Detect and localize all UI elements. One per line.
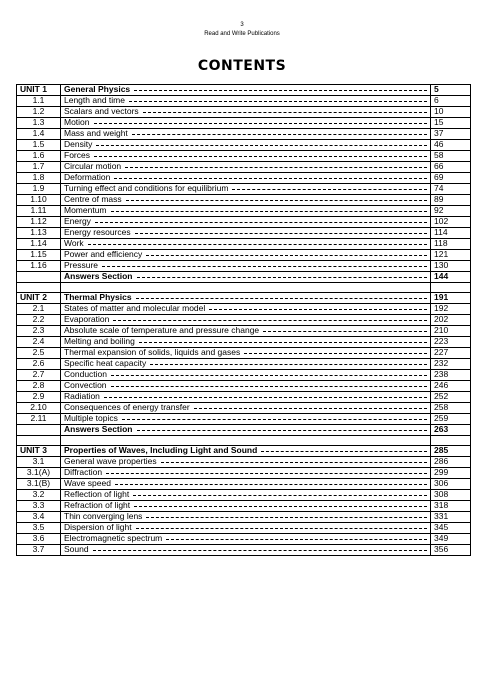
chapter-title-text: Consequences of energy transfer (64, 402, 190, 413)
chapter-number: 1.8 (17, 173, 61, 184)
publisher-line: Read and Write Publications (204, 31, 280, 37)
dash-leader (133, 495, 427, 496)
answers-row (17, 272, 471, 283)
dash-leader (111, 386, 427, 387)
chapter-title (61, 403, 431, 414)
chapter-title (61, 370, 431, 381)
chapter-title-text: Motion (64, 117, 90, 128)
chapter-title-text: Refraction of light (64, 500, 131, 511)
chapter-page: 345 (431, 523, 471, 534)
chapter-page: 356 (431, 545, 471, 556)
chapter-number: 1.7 (17, 162, 61, 173)
chapter-title (61, 304, 431, 315)
chapter-page: 46 (431, 140, 471, 151)
dash-leader (111, 211, 427, 212)
chapter-row (17, 195, 471, 206)
unit-page: 285 (431, 446, 471, 457)
chapter-number: 1.2 (17, 107, 61, 118)
chapter-page: 74 (431, 184, 471, 195)
dash-leader (95, 222, 427, 223)
chapter-page: 121 (431, 250, 471, 261)
chapter-number: 1.9 (17, 184, 61, 195)
chapter-title-text: Wave speed (64, 478, 111, 489)
chapter-title (61, 348, 431, 359)
answers-page: 144 (431, 272, 471, 283)
chapter-title-text: Reflection of light (64, 489, 130, 500)
chapter-title (61, 151, 431, 162)
chapter-title-text: Density (64, 139, 93, 150)
dash-leader (232, 189, 427, 190)
chapter-title-text: Energy resources (64, 227, 131, 238)
chapter-row (17, 490, 471, 501)
unit-row (17, 293, 471, 304)
chapter-title (61, 96, 431, 107)
chapter-title (61, 523, 431, 534)
chapter-number: 3.2 (17, 490, 61, 501)
dash-leader (136, 528, 427, 529)
chapter-title-text: Conduction (64, 369, 108, 380)
dash-leader (244, 353, 427, 354)
chapter-title (61, 184, 431, 195)
chapter-page: 130 (431, 261, 471, 272)
chapter-page: 238 (431, 370, 471, 381)
chapter-title (61, 512, 431, 523)
chapter-page: 69 (431, 173, 471, 184)
chapter-title (61, 490, 431, 501)
unit-number: UNIT 1 (17, 85, 61, 96)
chapter-title-text: Radiation (64, 391, 100, 402)
dash-leader (134, 506, 427, 507)
chapter-title-text: Forces (64, 150, 90, 161)
chapter-title-text: Deformation (64, 172, 111, 183)
unit-number: UNIT 2 (17, 293, 61, 304)
chapter-row (17, 206, 471, 217)
dash-leader (137, 277, 428, 278)
chapter-number: 1.4 (17, 129, 61, 140)
chapter-title-text: Absolute scale of temperature and pressure change (64, 325, 260, 336)
chapter-title (61, 261, 431, 272)
chapter-row (17, 217, 471, 228)
dash-leader (263, 331, 427, 332)
answers-title-text: Answers Section (64, 424, 133, 435)
chapter-row (17, 151, 471, 162)
chapter-title (61, 239, 431, 250)
dash-leader (143, 112, 427, 113)
chapter-row (17, 250, 471, 261)
chapter-number: 2.10 (17, 403, 61, 414)
contents-title: CONTENTS (197, 58, 287, 74)
chapter-number: 1.10 (17, 195, 61, 206)
chapter-number: 2.8 (17, 381, 61, 392)
chapter-title-text: Scalars and vectors (64, 106, 139, 117)
chapter-page: 308 (431, 490, 471, 501)
chapter-row (17, 96, 471, 107)
chapter-page: 6 (431, 96, 471, 107)
unit-title (61, 85, 431, 96)
chapter-page: 286 (431, 457, 471, 468)
contents-table (16, 84, 471, 556)
dash-leader (115, 484, 427, 485)
chapter-number: 3.5 (17, 523, 61, 534)
dash-leader (132, 134, 427, 135)
dash-leader (88, 244, 427, 245)
blank-cell (17, 283, 61, 293)
chapter-row (17, 468, 471, 479)
dash-leader (136, 298, 427, 299)
chapter-row (17, 370, 471, 381)
chapter-page: 232 (431, 359, 471, 370)
chapter-page: 227 (431, 348, 471, 359)
chapter-row (17, 261, 471, 272)
dash-leader (129, 101, 427, 102)
chapter-row (17, 359, 471, 370)
chapter-title-text: Momentum (64, 205, 107, 216)
chapter-number: 3.6 (17, 534, 61, 545)
dash-leader (150, 364, 427, 365)
unit-page: 191 (431, 293, 471, 304)
blank-cell (431, 436, 471, 446)
chapter-row (17, 403, 471, 414)
chapter-title (61, 381, 431, 392)
chapter-number: 1.1 (17, 96, 61, 107)
chapter-number: 1.12 (17, 217, 61, 228)
dash-leader (194, 408, 427, 409)
chapter-number: 3.1 (17, 457, 61, 468)
chapter-page: 114 (431, 228, 471, 239)
chapter-title-text: Specific heat capacity (64, 358, 147, 369)
unit-page: 5 (431, 85, 471, 96)
dash-leader (104, 397, 427, 398)
chapter-number: 2.6 (17, 359, 61, 370)
chapter-number: 2.2 (17, 315, 61, 326)
chapter-title-text: Energy (64, 216, 91, 227)
dash-leader (209, 309, 427, 310)
dash-leader (161, 462, 427, 463)
chapter-title-text: Convection (64, 380, 107, 391)
dash-leader (135, 233, 427, 234)
chapter-page: 306 (431, 479, 471, 490)
chapter-number: 2.9 (17, 392, 61, 403)
chapter-number: 2.7 (17, 370, 61, 381)
blank-row (17, 436, 471, 446)
chapter-title (61, 479, 431, 490)
dash-leader (126, 200, 427, 201)
chapter-title (61, 129, 431, 140)
dash-leader (106, 473, 427, 474)
chapter-page: 202 (431, 315, 471, 326)
chapter-page: 252 (431, 392, 471, 403)
chapter-row (17, 140, 471, 151)
chapter-title (61, 545, 431, 556)
chapter-title-text: Electromagnetic spectrum (64, 533, 163, 544)
chapter-page: 259 (431, 414, 471, 425)
chapter-title-text: Diffraction (64, 467, 103, 478)
dash-leader (134, 90, 427, 91)
chapter-page: 92 (431, 206, 471, 217)
chapter-title-text: States of matter and molecular model (64, 303, 206, 314)
chapter-number: 2.11 (17, 414, 61, 425)
chapter-row (17, 107, 471, 118)
answers-row (17, 425, 471, 436)
chapter-title (61, 118, 431, 129)
answers-number (17, 272, 61, 283)
dash-leader (102, 266, 427, 267)
unit-title (61, 293, 431, 304)
chapter-title-text: Turning effect and conditions for equilibrium (64, 183, 229, 194)
blank-cell (431, 283, 471, 293)
chapter-number: 3.3 (17, 501, 61, 512)
chapter-title (61, 107, 431, 118)
answers-title (61, 272, 431, 283)
chapter-page: 258 (431, 403, 471, 414)
chapter-row (17, 173, 471, 184)
chapter-title-text: Work (64, 238, 84, 249)
unit-title-text: Properties of Waves, Including Light and Sound (64, 445, 258, 456)
chapter-page: 10 (431, 107, 471, 118)
answers-title (61, 425, 431, 436)
chapter-page: 246 (431, 381, 471, 392)
chapter-number: 2.1 (17, 304, 61, 315)
unit-row (17, 85, 471, 96)
chapter-row (17, 348, 471, 359)
chapter-row (17, 326, 471, 337)
chapter-title (61, 501, 431, 512)
chapter-row (17, 228, 471, 239)
dash-leader (113, 320, 427, 321)
chapter-title (61, 162, 431, 173)
chapter-title-text: Centre of mass (64, 194, 122, 205)
chapter-title (61, 392, 431, 403)
chapter-number: 1.14 (17, 239, 61, 250)
chapter-number: 1.11 (17, 206, 61, 217)
unit-row (17, 446, 471, 457)
dash-leader (111, 375, 427, 376)
dash-leader (125, 167, 427, 168)
chapter-page: 349 (431, 534, 471, 545)
chapter-title-text: Melting and boiling (64, 336, 135, 347)
unit-title (61, 446, 431, 457)
dash-leader (114, 178, 427, 179)
chapter-number: 1.13 (17, 228, 61, 239)
chapter-row (17, 414, 471, 425)
chapter-title (61, 173, 431, 184)
chapter-number: 2.5 (17, 348, 61, 359)
chapter-page: 37 (431, 129, 471, 140)
dash-leader (96, 145, 427, 146)
chapter-number: 3.4 (17, 512, 61, 523)
chapter-row (17, 512, 471, 523)
dash-leader (122, 419, 427, 420)
chapter-number: 1.15 (17, 250, 61, 261)
chapter-title-text: Dispersion of light (64, 522, 132, 533)
chapter-title-text: General wave properties (64, 456, 157, 467)
dash-leader (166, 539, 427, 540)
chapter-page: 58 (431, 151, 471, 162)
chapter-page: 66 (431, 162, 471, 173)
chapter-title (61, 315, 431, 326)
chapter-row (17, 118, 471, 129)
chapter-title (61, 195, 431, 206)
dash-leader (146, 517, 427, 518)
chapter-page: 331 (431, 512, 471, 523)
chapter-title-text: Thermal expansion of solids, liquids and gases (64, 347, 241, 358)
dash-leader (139, 342, 427, 343)
chapter-page: 118 (431, 239, 471, 250)
chapter-row (17, 501, 471, 512)
chapter-page: 89 (431, 195, 471, 206)
unit-title-text: Thermal Physics (64, 292, 132, 303)
chapter-number: 1.6 (17, 151, 61, 162)
chapter-page: 318 (431, 501, 471, 512)
chapter-row (17, 479, 471, 490)
chapter-title (61, 534, 431, 545)
chapter-row (17, 162, 471, 173)
chapter-title (61, 217, 431, 228)
chapter-title-text: Power and efficiency (64, 249, 143, 260)
chapter-title (61, 457, 431, 468)
chapter-number: 2.4 (17, 337, 61, 348)
dash-leader (94, 123, 427, 124)
answers-page: 263 (431, 425, 471, 436)
chapter-title (61, 468, 431, 479)
chapter-title (61, 414, 431, 425)
chapter-page: 299 (431, 468, 471, 479)
chapter-row (17, 304, 471, 315)
chapter-title-text: Pressure (64, 260, 99, 271)
chapter-row (17, 337, 471, 348)
chapter-title-text: Evaporation (64, 314, 110, 325)
chapter-title (61, 206, 431, 217)
answers-number (17, 425, 61, 436)
chapter-row (17, 184, 471, 195)
unit-title-text: General Physics (64, 84, 131, 95)
chapter-number: 3.1(B) (17, 479, 61, 490)
blank-cell (61, 283, 431, 293)
chapter-number: 2.3 (17, 326, 61, 337)
answers-title-text: Answers Section (64, 271, 133, 282)
chapter-row (17, 457, 471, 468)
chapter-number: 1.3 (17, 118, 61, 129)
chapter-row (17, 381, 471, 392)
chapter-page: 192 (431, 304, 471, 315)
chapter-row (17, 315, 471, 326)
chapter-row (17, 545, 471, 556)
chapter-title (61, 250, 431, 261)
chapter-row (17, 129, 471, 140)
page-number: 3 (240, 22, 244, 28)
chapter-title (61, 337, 431, 348)
chapter-number: 1.5 (17, 140, 61, 151)
chapter-page: 15 (431, 118, 471, 129)
chapter-row (17, 534, 471, 545)
chapter-row (17, 392, 471, 403)
chapter-number: 3.1(A) (17, 468, 61, 479)
dash-leader (93, 550, 427, 551)
dash-leader (137, 430, 428, 431)
chapter-title-text: Length and time (64, 95, 125, 106)
chapter-number: 3.7 (17, 545, 61, 556)
unit-number: UNIT 3 (17, 446, 61, 457)
dash-leader (94, 156, 427, 157)
chapter-title (61, 228, 431, 239)
chapter-title (61, 140, 431, 151)
chapter-title (61, 359, 431, 370)
chapter-row (17, 523, 471, 534)
dash-leader (261, 451, 427, 452)
chapter-page: 210 (431, 326, 471, 337)
chapter-title-text: Thin converging lens (64, 511, 143, 522)
blank-cell (61, 436, 431, 446)
chapter-title-text: Sound (64, 544, 89, 555)
chapter-row (17, 239, 471, 250)
blank-row (17, 283, 471, 293)
chapter-title-text: Circular motion (64, 161, 122, 172)
dash-leader (146, 255, 427, 256)
chapter-page: 223 (431, 337, 471, 348)
chapter-number: 1.16 (17, 261, 61, 272)
chapter-title (61, 326, 431, 337)
chapter-page: 102 (431, 217, 471, 228)
chapter-title-text: Multiple topics (64, 413, 118, 424)
blank-cell (17, 436, 61, 446)
chapter-title-text: Mass and weight (64, 128, 128, 139)
